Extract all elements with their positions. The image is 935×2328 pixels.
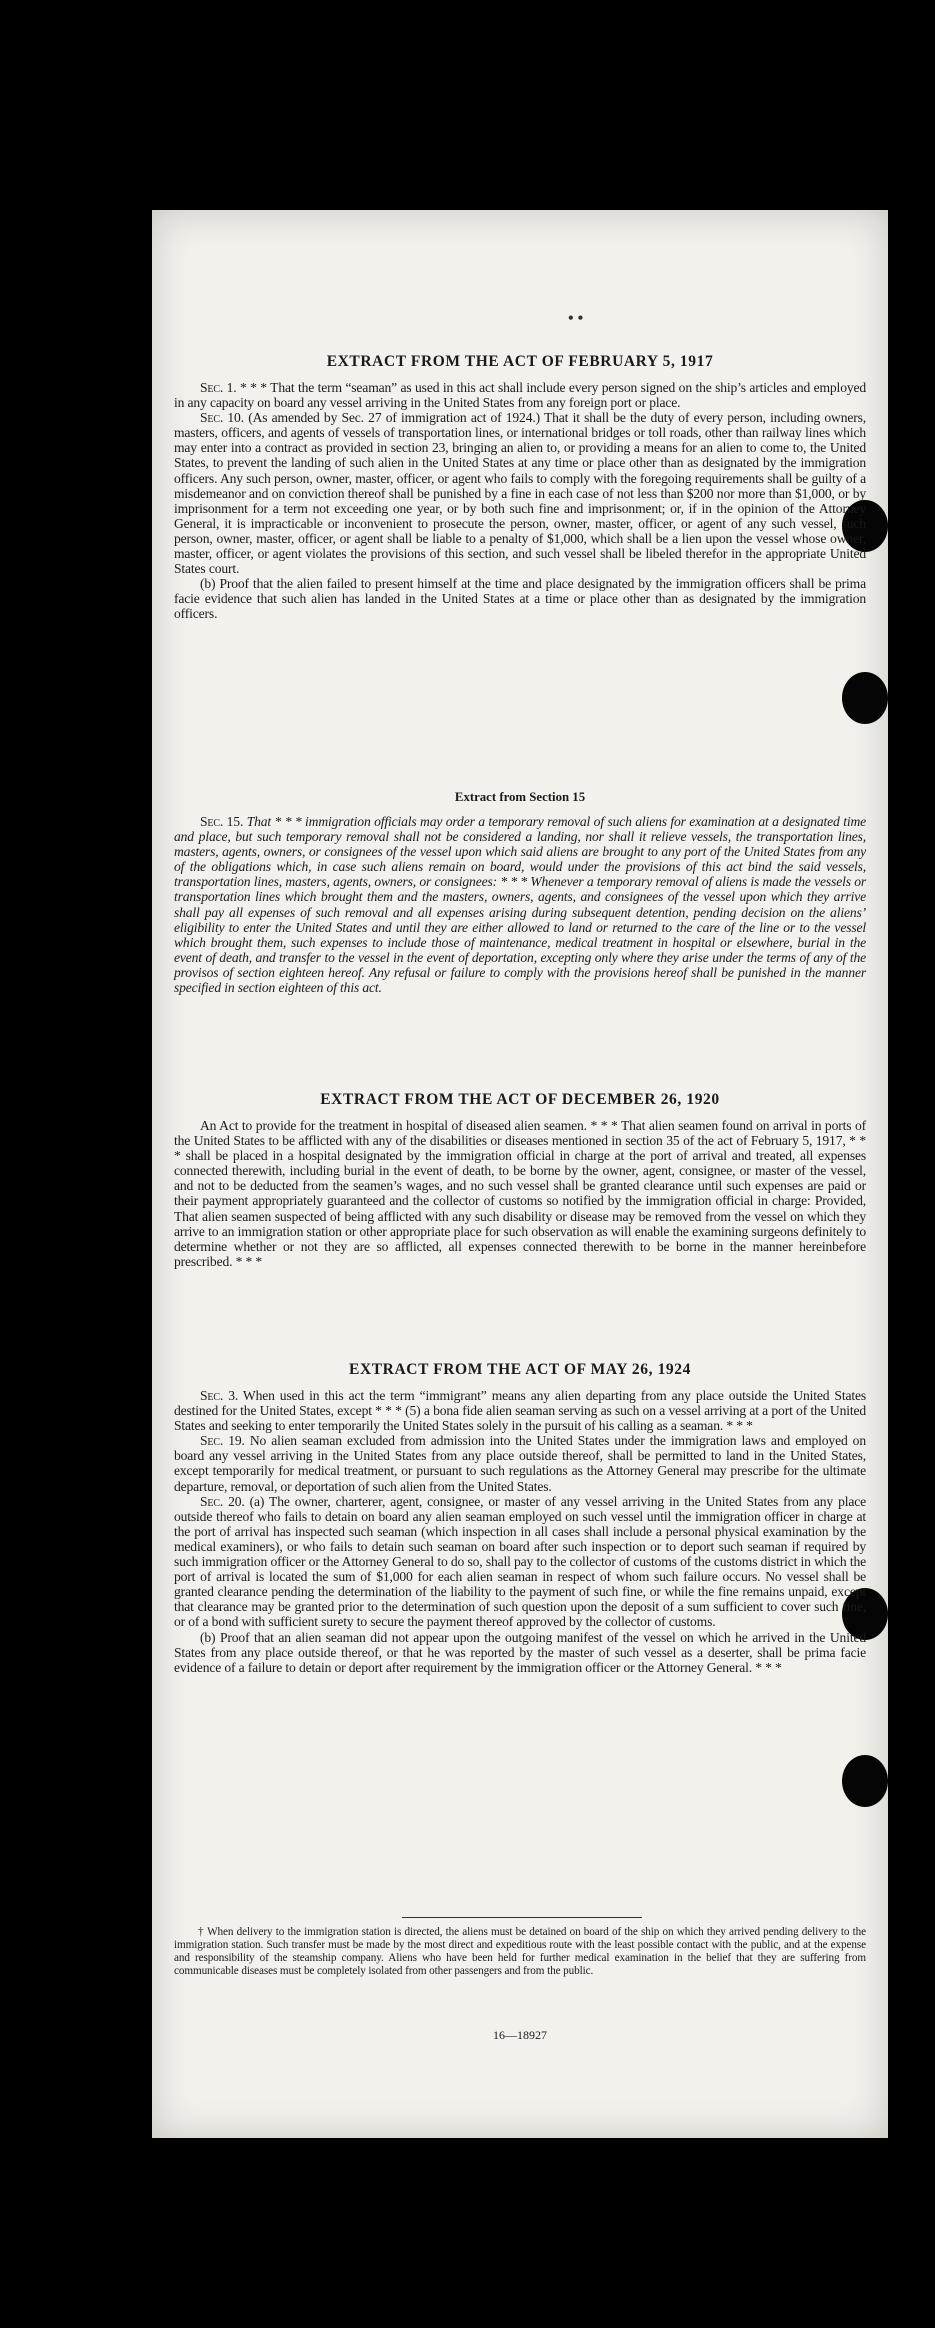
- section-15: [174, 788, 866, 995]
- heading-act-1917: EXTRACT FROM THE ACT OF FEBRUARY 5, 1917: [326, 353, 714, 370]
- section-label: Sec. 3.: [200, 1388, 239, 1403]
- section-label: Sec. 10.: [200, 410, 244, 426]
- footnote: † When delivery to the immigration station is directed, the aliens must be detained on board of the ship on which they arrived pending delivery to the immigration station. Such transfer must be made by the most direct and expeditious route with the least possible contact with the public, and at the expense and responsibility of the steamship company. Aliens who have been held for further medical examination in the belief that they are suffering from communicable diseases must be completely isolated from other passengers and from the public.: [174, 1926, 866, 1977]
- scan-dots: • •: [568, 310, 584, 327]
- document-page: [152, 210, 888, 2138]
- section-text: When used in this act the term “immigrant” means any alien departing from any place outside the United States destined for the United States, except * * * (5) a bona fide alien seaman serving as such on a vessel arriving at a port of the United States and seeking to enter temporarily the United States solely in the pursuit of his calling as a seaman. * * *: [174, 1388, 867, 1434]
- section-text: * * * That the term “seaman” as used in this act shall include every person signed on the ship’s articles and employed in any capacity on board any vessel arriving in the United States from any foreign port or place.: [174, 380, 867, 411]
- paragraph-sec-1: [174, 380, 866, 410]
- paragraph-sec-10-b: (b) Proof that the alien failed to present himself at the time and place designated by the immigration officers shall be prima facie evidence that such alien has landed in the United States at a time or place other than as designated by the immigration officers.: [174, 576, 866, 622]
- punch-hole: [842, 1755, 888, 1807]
- paragraph-act-1920: An Act to provide for the treatment in hospital of diseased alien seamen. * * * That alien seamen found on arrival in ports of the United States to be afflicted with any of the disabilities or diseases mentioned in section 35 of the act of February 5, 1917, * * * shall be placed in a hospital designated by the immigration official in charge at the port of arrival and treated, all expenses connected therewith, including burial in the event of death, to be borne by the owner, agent, consignee, or master of the vessel, and not to be deducted from the seamen’s wages, and no such vessel shall be granted clearance until such expenses are paid or their payment appropriately guaranteed and the collector of customs so notified by the immigration official in charge: Provided, That alien seamen suspected of being afflicted with any such disability or disease may be removed from the vessel on which they arrive to an immigration station or other appropriate place for such observation as will enable the examining surgeons definitely to determine whether or not they are so afflicted, all expenses connected therewith to be borne in the manner hereinbefore prescribed. * * *: [174, 1118, 866, 1269]
- paragraph-sec-15: [174, 814, 866, 995]
- paragraph-sec-10: [174, 410, 866, 576]
- section-1920: [174, 1090, 866, 1269]
- punch-hole: [842, 672, 888, 724]
- section-label: Sec. 19.: [200, 1433, 245, 1449]
- paragraph-sec-3: [174, 1388, 866, 1433]
- heading-section-15: Extract from Section 15: [454, 790, 586, 804]
- section-1917: [174, 352, 866, 622]
- page-number: 16—18927: [493, 2028, 547, 2042]
- section-text: (As amended by Sec. 27 of immigration act of 1924.) That it shall be the duty of every person, including owners, masters, officers, and agents of vessels of transportation lines, or international bridges or toll roads, other than railway lines which may enter into a contract as provided in section 23, bringing an alien to, or providing a means for an alien to come to, the United States, to prevent the landing of such alien in the United States at any time or place other than as designated by the immigration officers. Any such person, owner, master, officer, or agent who fails to comply with the foregoing requirements shall be guilty of a misdemeanor and on conviction thereof shall be punished by a fine in each case of not less than $200 nor more than $1,000, or by imprisonment for a term not exceeding one year, or by both such fine and imprisonment; or, if in the opinion of the Attorney General, it is impracticable or inconvenient to prosecute the person, owner, master, officer, or agent of any such vessel, such person, owner, master, officer, or agent shall be liable to a penalty of $1,000, which shall be a lien upon the vessel whose owner, master, officer, or agent violates the provisions of this section, and such vessel shall be libeled therefor in the appropriate United States court.: [174, 410, 867, 577]
- paragraph-sec-19: [174, 1433, 866, 1493]
- section-text: (a) The owner, charterer, agent, consignee, or master of any vessel arriving in the United States from any place outside thereof who fails to detain on board any alien seaman employed on such vessel until the immigration officer in charge at the port of arrival has inspected such seaman (which inspection in all cases shall include a personal physical examination by the medical examiners), or who fails to detain such seaman on board after such inspection or to deport such seaman if required by such immigration officer or the Attorney General to do so, shall pay to the collector of customs of the customs district in which the port of arrival is located the sum of $1,000 for each alien seaman in respect of whom such failure occurs. No vessel shall be granted clearance pending the determination of the liability to the payment of such fine, or while the fine remains unpaid, except that clearance may be granted prior to the determination of such question upon the deposit of a sum sufficient to cover such fine, or of a bond with sufficient surety to secure the payment thereof approved by the collector of customs.: [174, 1493, 866, 1630]
- footnote-rule: [402, 1917, 642, 1918]
- paragraph-sec-20: [174, 1494, 866, 1630]
- section-label: Sec. 15.: [200, 814, 244, 829]
- paragraph-sec-20-b: (b) Proof that an alien seaman did not appear upon the outgoing manifest of the vessel on which he arrived in the United States from any place outside thereof, or that he was reported by the master of such vessel as a deserter, shall be prima facie evidence of a failure to detain or deport after requirement by the immigration officer or the Attorney General. * * *: [174, 1629, 866, 1675]
- footnote-block: [174, 1926, 866, 1978]
- section-text: That * * * immigration officials may order a temporary removal of such aliens for examination at a designated time and place, but such temporary removal shall not be considered a landing, nor shall it relieve vessels, the transportation lines, masters, agents, owners, or consignees of the vessel upon which said aliens are brought to any port of the United States from any of the obligations which, in case such aliens remain on board, would under the provisions of this act bind the said vessels, transportation lines, masters, agents, owners, or consignees: * * * Whenever a temporary removal of aliens is made the vessels or transportation lines which brought them and the masters, owners, agents, and consignees of the vessel upon which they arrive shall pay all expenses of such removal and all expenses arising during subsequent detention, pending decision on the aliens’ eligibility to enter the United States and until they are either allowed to land or returned to the care of the line or to the vessel which brought them, such expenses to include those of maintenance, medical treatment in hospital or elsewhere, burial in the event of death, and transfer to the vessel in the event of deportation, excepting only where they arise under the terms of any of the provisos of section eighteen hereof. Any refusal or failure to comply with the provisions hereof shall be punished in the manner specified in section eighteen of this act.: [174, 814, 867, 996]
- section-label: Sec. 20.: [200, 1493, 245, 1509]
- heading-act-1920: EXTRACT FROM THE ACT OF DECEMBER 26, 1920: [320, 1091, 720, 1108]
- heading-act-1924: EXTRACT FROM THE ACT OF MAY 26, 1924: [349, 1361, 691, 1378]
- section-label: Sec. 1.: [200, 380, 237, 395]
- section-1924: [174, 1360, 866, 1675]
- section-text: No alien seaman excluded from admission into the United States under the immigration laws and employed on board any vessel arriving in the United States from any place outside thereof, shall be permitted to land in the United States, except temporarily for medical treatment, or pursuant to such regulations as the Attorney General may prescribe for the ultimate departure, removal, or deportation of such alien from the United States.: [174, 1433, 866, 1494]
